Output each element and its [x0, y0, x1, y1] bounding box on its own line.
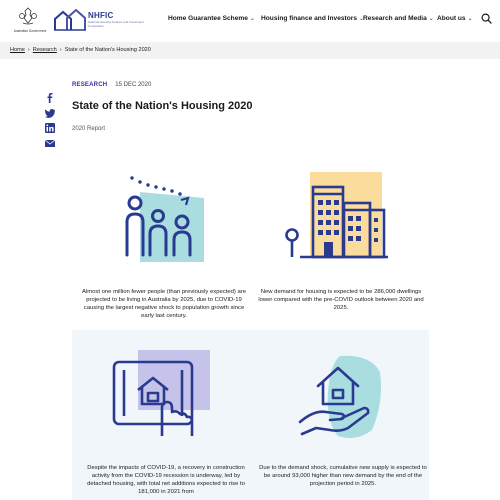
- article-meta: [72, 82, 151, 88]
- breadcrumb-research[interactable]: Research: [32, 47, 57, 53]
- nav-label: About us: [437, 15, 466, 22]
- coat-of-arms-icon: [18, 6, 38, 26]
- article-category[interactable]: RESEARCH: [72, 82, 108, 88]
- nav-label: Housing finance and Investors: [261, 15, 357, 22]
- chevron-down-icon: ⌄: [249, 16, 255, 22]
- card-population: [78, 288, 250, 320]
- social-share: [45, 93, 57, 153]
- nhfic-house-icon: [54, 9, 86, 31]
- nav-home-guarantee-scheme[interactable]: [168, 15, 255, 22]
- chevron-right-icon: ›: [59, 47, 62, 53]
- nav-about-us[interactable]: [437, 15, 473, 22]
- card-housing-demand: [258, 288, 424, 312]
- tablet-house-illustration: [110, 350, 214, 444]
- nav-label: Home Guarantee Scheme: [168, 15, 248, 22]
- nav-label: Research and Media: [363, 15, 427, 22]
- chevron-down-icon: ⌄: [359, 16, 365, 22]
- hand-house-illustration: [296, 352, 382, 442]
- linkedin-icon[interactable]: [45, 123, 55, 133]
- card-text: Due to the demand shock, cumulative new supply is expected to be around 93,000 higher than new demand by the end of the projection period in 2025.: [259, 465, 427, 487]
- card-text: Despite the impacts of COVID-19, a recovery in construction activity from the COVID-19 recession is underway, led by detached housing, with total net additions expected to rise to 181,000 in 2021 from: [87, 465, 245, 495]
- people-growth-illustration: [118, 170, 208, 262]
- twitter-icon[interactable]: [45, 108, 55, 118]
- breadcrumb-bar: [0, 42, 500, 59]
- search-icon[interactable]: [481, 13, 492, 24]
- gov-logo-text: Australian Government: [13, 29, 47, 33]
- article-date: 15 DEC 2020: [115, 82, 152, 88]
- page-title: State of the Nation's Housing 2020: [72, 100, 253, 112]
- breadcrumb-home[interactable]: Home: [10, 47, 25, 53]
- chevron-right-icon: ›: [27, 47, 30, 53]
- card-construction: [82, 464, 250, 496]
- nav-research-media[interactable]: [363, 15, 434, 22]
- card-new-supply: [258, 464, 428, 488]
- australian-government-logo[interactable]: [10, 6, 46, 38]
- card-text: New demand for housing is expected to be 286,000 dwellings lower compared with the pre-COVID outlook between 2020 and 2025.: [258, 289, 424, 311]
- breadcrumb-current: State of the Nation's Housing 2020: [64, 47, 151, 53]
- site-header: [0, 0, 500, 42]
- brand-subtitle: National Housing Finance and Investment Corporation: [88, 20, 144, 28]
- facebook-icon[interactable]: [45, 93, 55, 103]
- brand-name: NHFIC: [88, 11, 114, 20]
- nhfic-logo[interactable]: [54, 9, 164, 33]
- email-icon[interactable]: [45, 138, 55, 148]
- card-text: Almost one million fewer people (than previously expected) are projected to be living in Australia by 2025, due to COVID-19 causing the largest negative shock to population growth since early last century.: [81, 289, 247, 319]
- page-subtitle: 2020 Report: [72, 126, 106, 132]
- buildings-illustration: [280, 170, 390, 262]
- nav-housing-finance[interactable]: [261, 15, 364, 22]
- breadcrumb: [10, 47, 151, 53]
- chevron-down-icon: ⌄: [428, 16, 434, 22]
- chevron-down-icon: ⌄: [467, 16, 473, 22]
